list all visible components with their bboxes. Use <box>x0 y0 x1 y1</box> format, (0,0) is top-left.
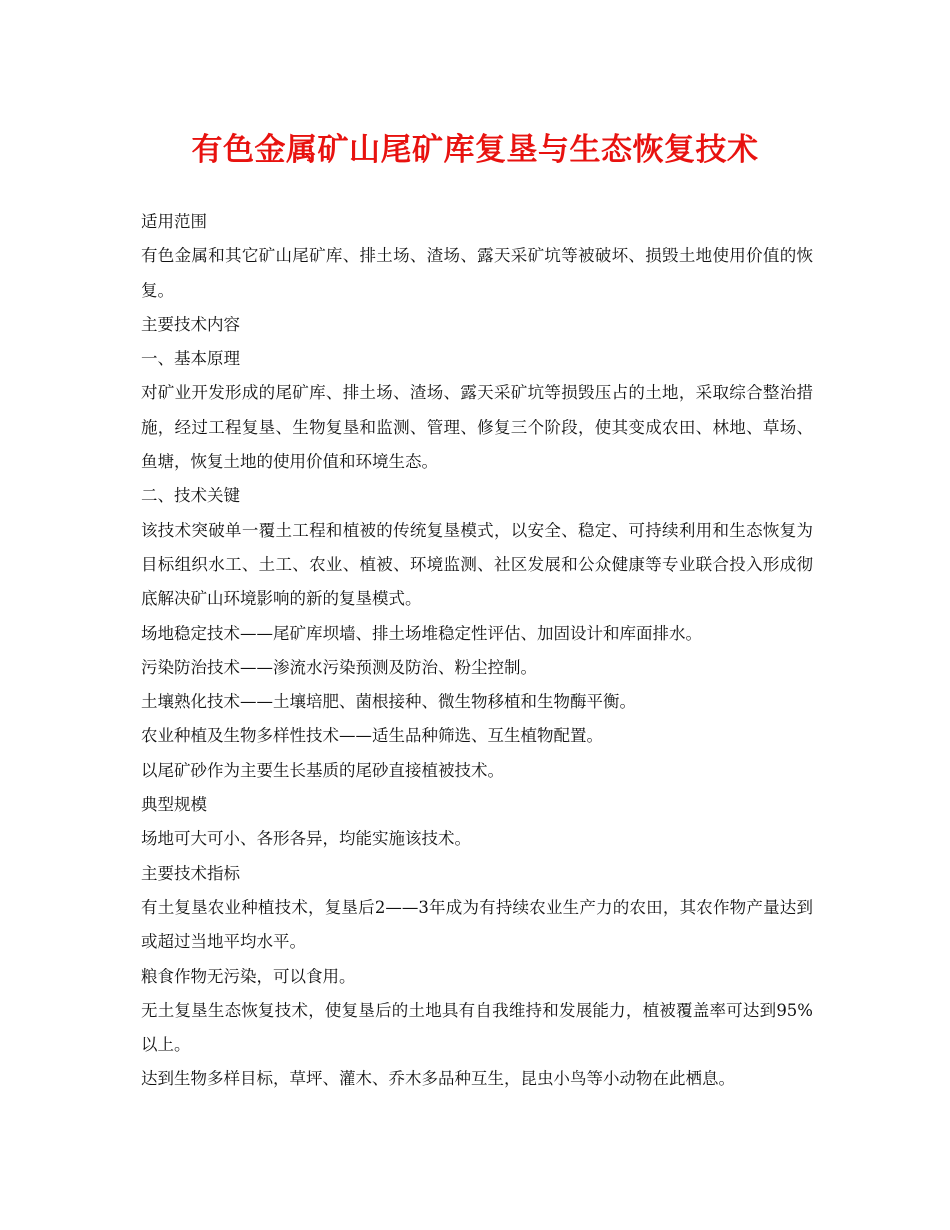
section-heading-main-indicators: 主要技术指标 <box>141 863 240 883</box>
technical-key-paragraph: 该技术突破单一覆土工程和植被的传统复垦模式，以安全、稳定、可持续利用和生态恢复为目标组织水工、土工、农业、植被、环境监测、社区发展和公众健康等专业联合投入形成彻底解决矿山环境影响的新的复垦模式。 <box>141 520 813 609</box>
subheading-technical-key: 二、技术关键 <box>141 486 240 506</box>
scope-paragraph: 有色金属和其它矿山尾矿库、排土场、渣场、露天采矿坑等被破坏、损毁土地使用价值的恢复。 <box>141 246 813 300</box>
document-body <box>141 205 813 1097</box>
principle-paragraph: 对矿业开发形成的尾矿库、排土场、渣场、露天采矿坑等损毁压占的土地，采取综合整治措施，经过工程复垦、生物复垦和监测、管理、修复三个阶段，使其变成农田、林地、草场、鱼塘，恢复土地的使用价值和环境生态。 <box>141 383 813 472</box>
typical-scale-paragraph: 场地可大可小、各形各异，均能实施该技术。 <box>141 829 471 849</box>
indicator-soilless-restoration: 无土复垦生态恢复技术，使复垦后的土地具有自我维持和发展能力，植被覆盖率可达到95%以上。 <box>141 1000 813 1055</box>
indicator-biodiversity: 达到生物多样目标，草坪、灌木、乔木多品种互生，昆虫小鸟等小动物在此栖息。 <box>141 1069 735 1089</box>
document-title: 有色金属矿山尾矿库复垦与生态恢复技术 <box>191 132 759 168</box>
tech-item-site-stability: 场地稳定技术——尾矿库坝墙、排土场堆稳定性评估、加固设计和库面排水。 <box>141 623 702 643</box>
indicator-soil-reclamation: 有土复垦农业种植技术，复垦后2——3年成为有持续农业生产力的农田，其农作物产量达到或超过当地平均水平。 <box>141 897 813 952</box>
tech-item-tailings-planting: 以尾矿砂作为主要生长基质的尾砂直接植被技术。 <box>141 760 504 780</box>
section-heading-scope: 适用范围 <box>141 212 207 231</box>
tech-item-pollution-control: 污染防治技术——渗流水污染预测及防治、粉尘控制。 <box>141 657 537 677</box>
tech-item-soil-maturation: 土壤熟化技术——土壤培肥、菌根接种、微生物移植和生物酶平衡。 <box>141 692 636 712</box>
section-heading-typical-scale: 典型规模 <box>141 795 207 815</box>
section-heading-main-content: 主要技术内容 <box>141 314 240 334</box>
subheading-basic-principle: 一、基本原理 <box>141 349 240 369</box>
indicator-grain-safety: 粮食作物无污染，可以食用。 <box>141 966 356 986</box>
tech-item-agriculture-biodiversity: 农业种植及生物多样性技术——适生品种筛选、互生植物配置。 <box>141 726 603 746</box>
